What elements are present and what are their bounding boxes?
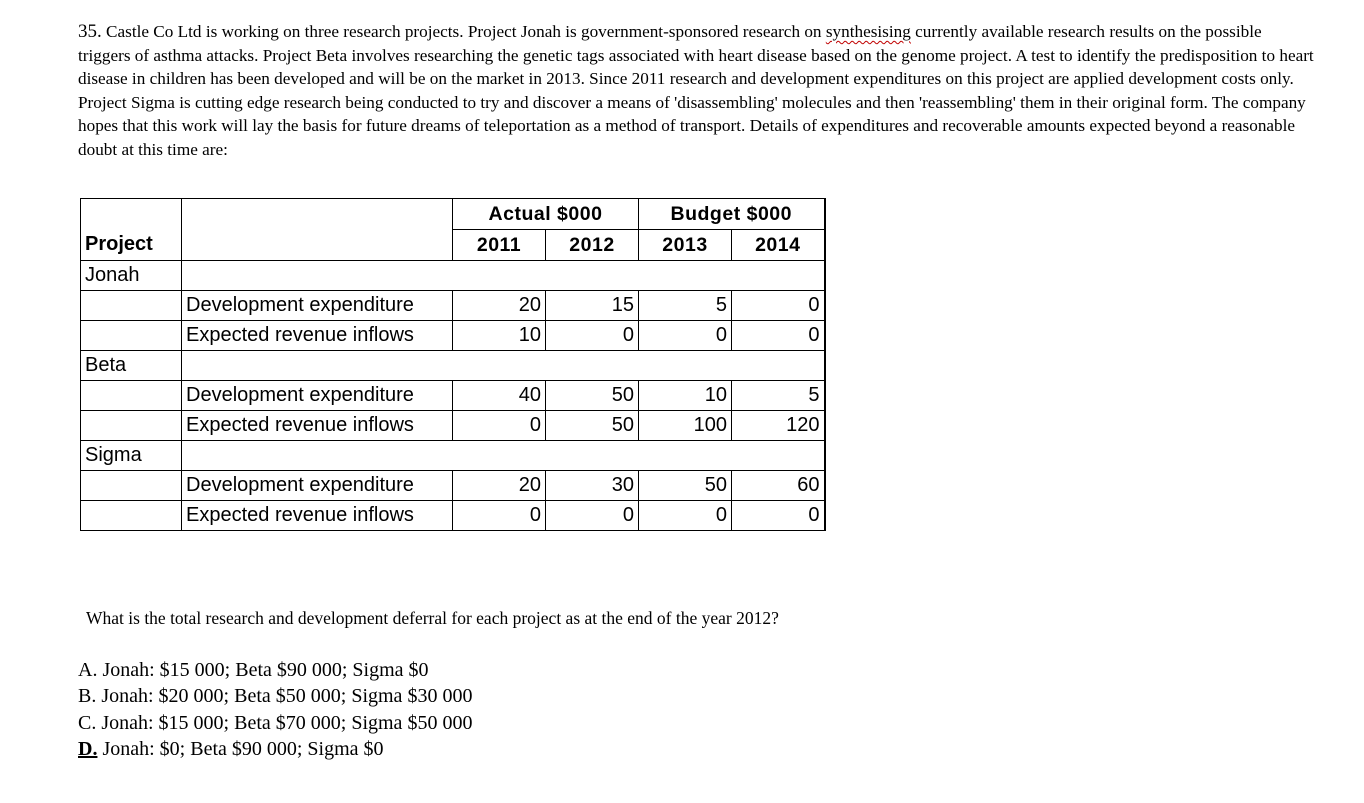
table-row [81,471,825,501]
spellcheck-word: synthesising [825,22,911,41]
project-name: Jonah [81,261,182,291]
table-row [81,411,825,441]
answer-option-c[interactable] [78,710,472,736]
budget-header: Budget $000 [639,199,825,230]
question-number: 35. [78,21,102,42]
value-cell: 0 [732,321,825,351]
value-cell: 5 [732,381,825,411]
project-row-beta [81,351,825,381]
answer-option-d[interactable] [78,736,472,762]
value-cell: 0 [732,291,825,321]
question-intro-part-2: currently available research results on the possible triggers of asthma attacks. Project Beta involves researching the genetic tags associated with heart disease based on the genome project. A test to identify the predisposition to heart disease in children has been developed and will be on the market in 2013. Since 2011 research and development expenditures on this project are applied development costs only. Project Sigma is cutting edge research being conducted to try and discover a means of 'disassembling' molecules and then 'reassembling' them in their original form. The company hopes that this work will lay the basis for future dreams of teleportation as a method of transport. Details of expenditures and recoverable amounts expected beyond a reasonable doubt at this time are: [78,22,1314,159]
actual-header: Actual $000 [453,199,639,230]
value-cell: 0 [546,321,639,351]
year-2013: 2013 [639,230,732,261]
project-data-table [80,198,826,531]
value-cell: 120 [732,411,825,441]
value-cell: 15 [546,291,639,321]
value-cell: 20 [453,291,546,321]
question-intro-part-1: Castle Co Ltd is working on three research projects. Project Jonah is government-sponsored research on [101,22,826,41]
project-row-sigma [81,441,825,471]
value-cell: 0 [639,501,732,531]
year-2012: 2012 [546,230,639,261]
answer-letter: C. [78,711,97,734]
answer-text: Jonah: $15 000; Beta $70 000; Sigma $50 000 [96,711,473,734]
answer-option-b[interactable] [78,683,472,709]
project-row-jonah [81,261,825,291]
table-row [81,291,825,321]
value-cell: 0 [453,501,546,531]
value-cell: 0 [546,501,639,531]
project-name: Sigma [81,441,182,471]
answer-option-a[interactable] [78,657,472,683]
question-prompt: What is the total research and development deferral for each project as at the end of the year 2012? [86,608,779,628]
row-label: Development expenditure [182,471,453,501]
table-row [81,321,825,351]
question-text [78,20,1318,162]
value-cell: 10 [639,381,732,411]
row-label: Expected revenue inflows [182,501,453,531]
project-header: Project [81,230,182,261]
answer-text: Jonah: $0; Beta $90 000; Sigma $0 [97,737,384,760]
row-label: Expected revenue inflows [182,411,453,441]
table-row [81,501,825,531]
value-cell: 5 [639,291,732,321]
answer-letter: B. [78,685,97,708]
value-cell: 40 [453,381,546,411]
row-label: Expected revenue inflows [182,321,453,351]
answer-text: Jonah: $20 000; Beta $50 000; Sigma $30 000 [96,685,473,708]
value-cell: 60 [732,471,825,501]
value-cell: 0 [732,501,825,531]
answer-text: Jonah: $15 000; Beta $90 000; Sigma $0 [97,659,429,681]
project-name: Beta [81,351,182,381]
value-cell: 0 [639,321,732,351]
answer-letter-correct: D. [78,737,98,760]
value-cell: 0 [453,411,546,441]
year-2014: 2014 [732,230,825,261]
value-cell: 50 [546,411,639,441]
value-cell: 20 [453,471,546,501]
row-label: Development expenditure [182,291,453,321]
value-cell: 10 [453,321,546,351]
table-row [81,381,825,411]
table-header-row-1 [81,199,825,230]
year-2011: 2011 [453,230,546,261]
value-cell: 100 [639,411,732,441]
table-header-row-2 [81,230,825,261]
answer-letter: A. [78,659,98,681]
row-label: Development expenditure [182,381,453,411]
value-cell: 50 [639,471,732,501]
answer-options [78,657,472,762]
value-cell: 50 [546,381,639,411]
value-cell: 30 [546,471,639,501]
